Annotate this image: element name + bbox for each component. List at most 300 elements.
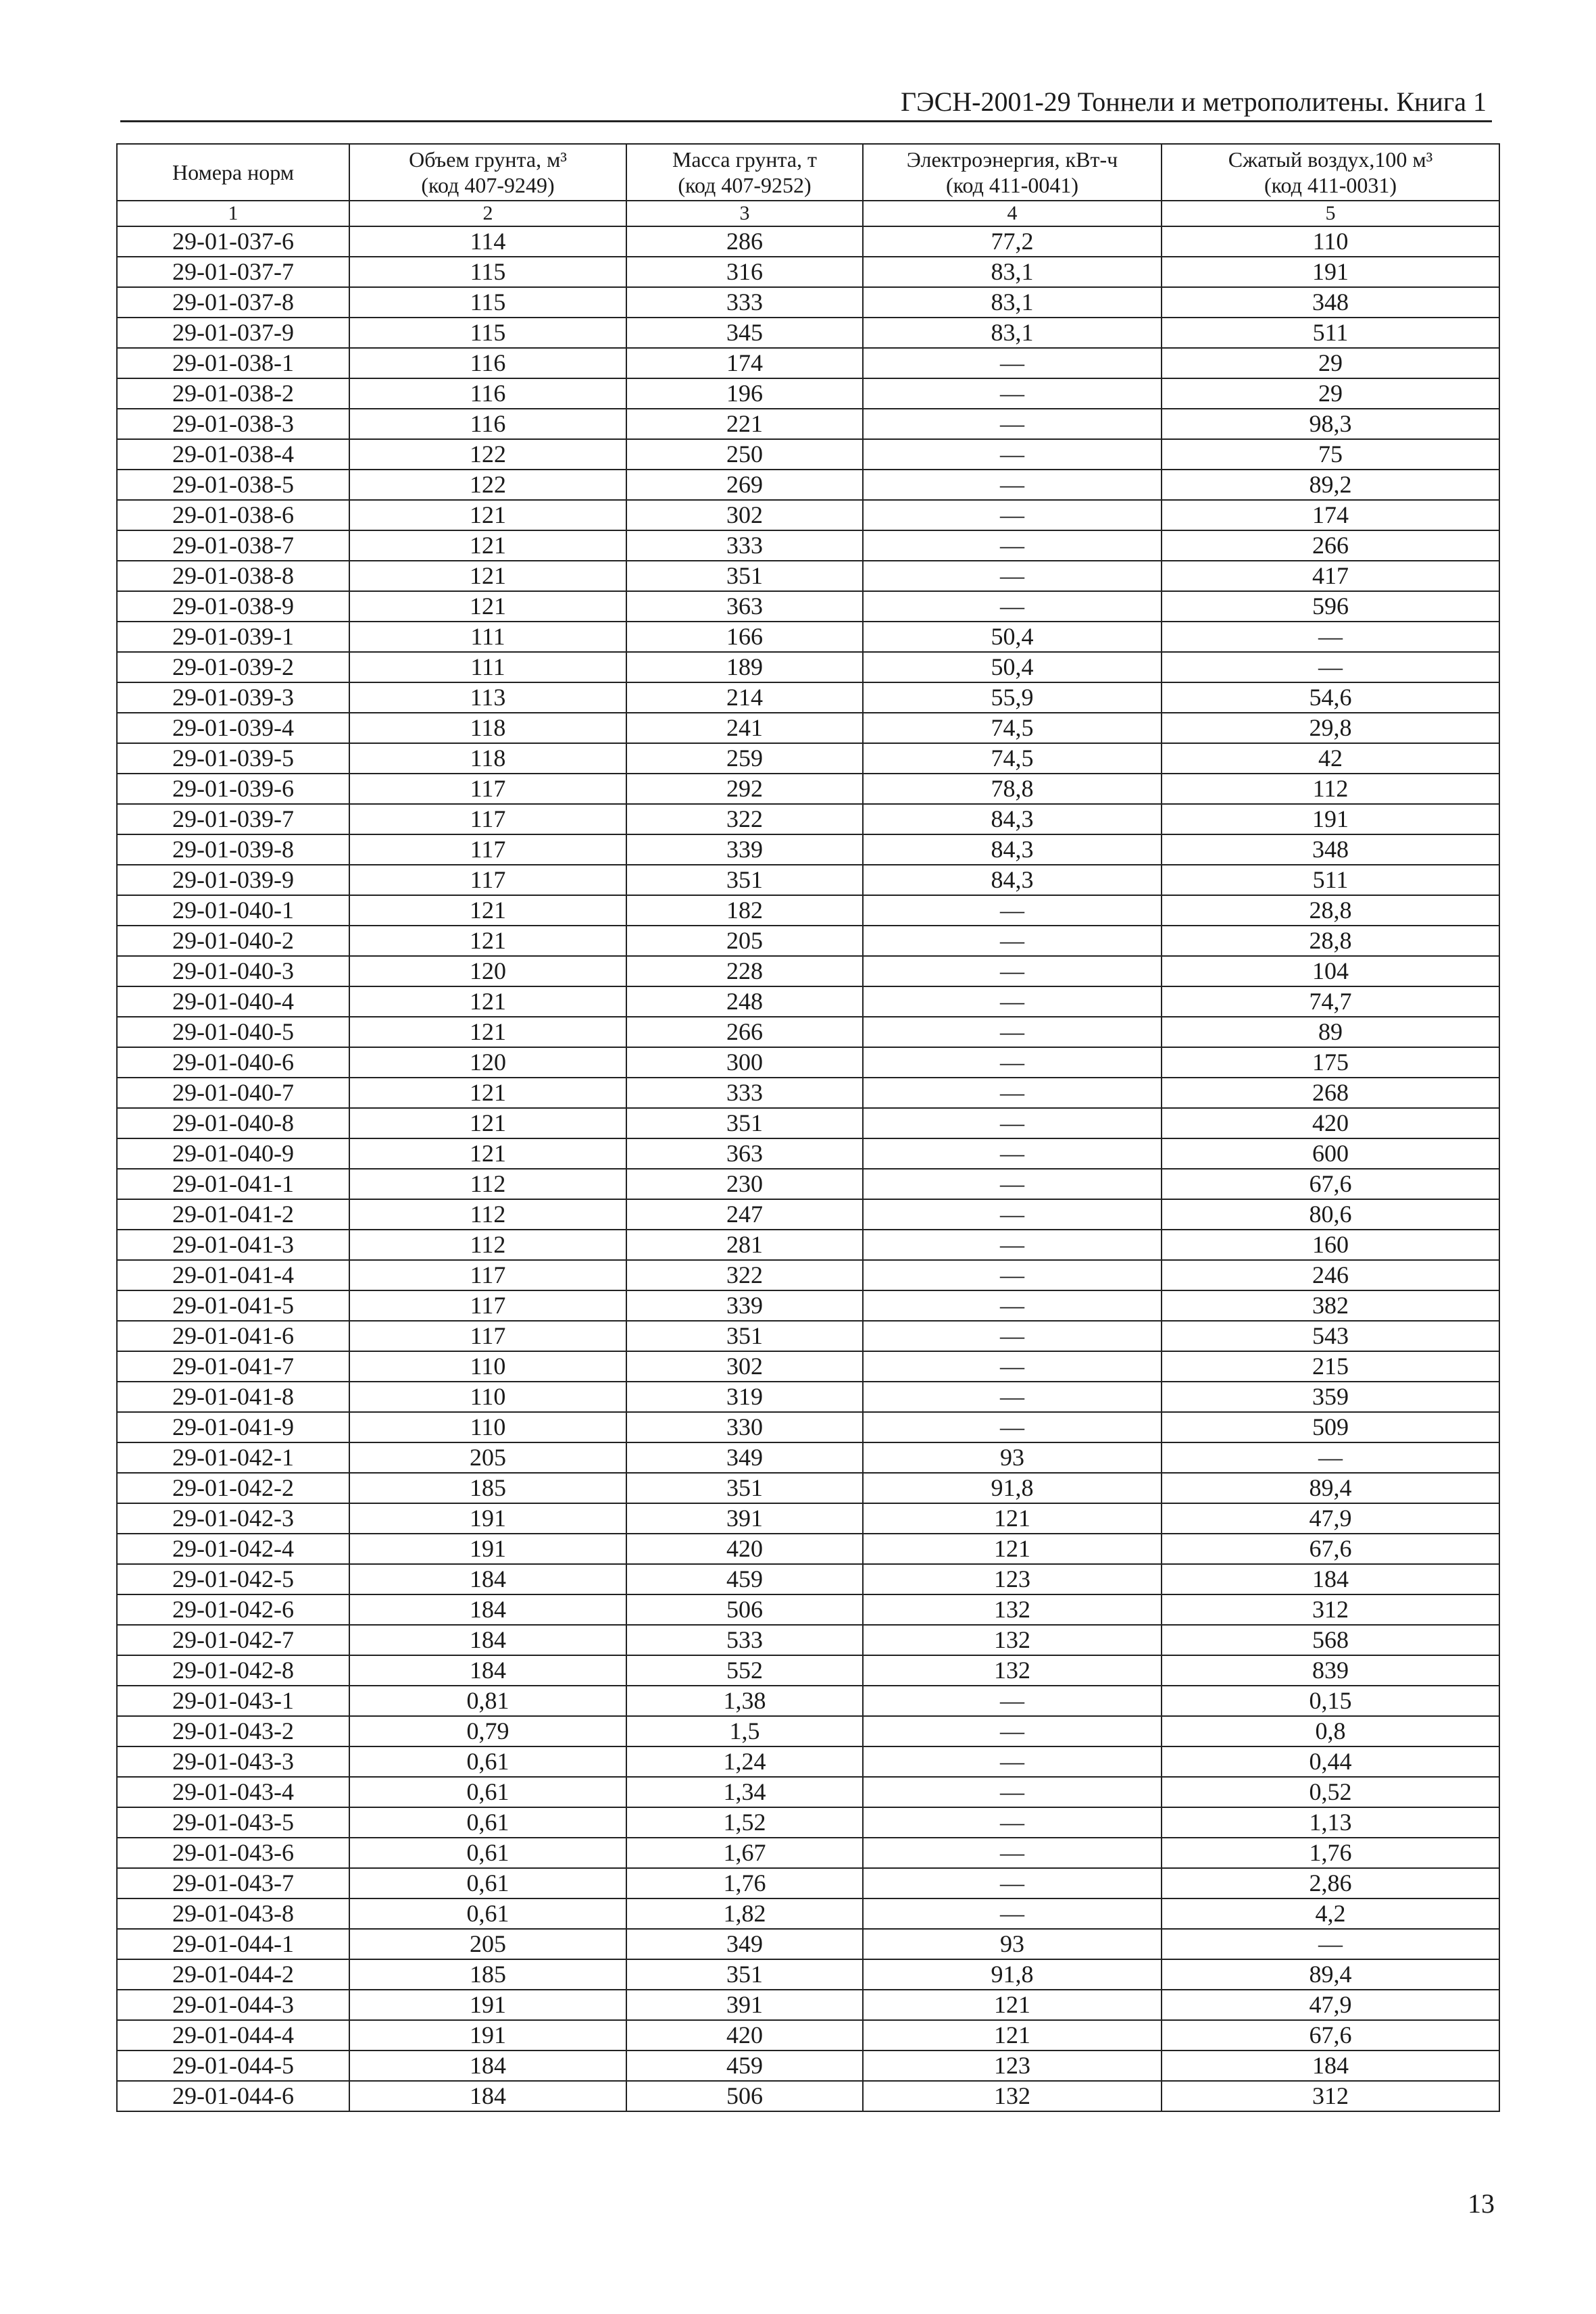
electricity-cell: 121 — [863, 1990, 1162, 2020]
compressed-air-cell: — — [1162, 1929, 1499, 1959]
table-row — [117, 956, 1499, 986]
soil-mass-cell: 189 — [626, 652, 863, 682]
soil-volume-cell: 191 — [349, 1503, 626, 1534]
norm-number-cell: 29-01-040-1 — [117, 895, 349, 926]
compressed-air-cell: 509 — [1162, 1412, 1499, 1442]
soil-mass-cell: 363 — [626, 1138, 863, 1169]
table-row — [117, 1777, 1499, 1807]
table-row — [117, 2020, 1499, 2051]
norm-number-cell: 29-01-037-6 — [117, 226, 349, 257]
table-row — [117, 1746, 1499, 1777]
electricity-cell: 121 — [863, 1503, 1162, 1534]
soil-mass-cell: 1,38 — [626, 1686, 863, 1716]
electricity-cell: — — [863, 986, 1162, 1017]
electricity-cell: 84,3 — [863, 865, 1162, 895]
soil-volume-cell: 110 — [349, 1412, 626, 1442]
soil-volume-cell: 115 — [349, 287, 626, 318]
electricity-cell: 93 — [863, 1442, 1162, 1473]
soil-mass-cell: 1,52 — [626, 1807, 863, 1838]
soil-volume-cell: 184 — [349, 1625, 626, 1655]
table-row — [117, 439, 1499, 470]
soil-mass-cell: 196 — [626, 378, 863, 409]
compressed-air-cell: 89,2 — [1162, 470, 1499, 500]
soil-mass-cell: 506 — [626, 2081, 863, 2111]
electricity-cell: — — [863, 1838, 1162, 1868]
compressed-air-cell: 596 — [1162, 591, 1499, 622]
norm-number-cell: 29-01-040-5 — [117, 1017, 349, 1047]
electricity-cell: — — [863, 439, 1162, 470]
soil-mass-cell: 322 — [626, 804, 863, 834]
column-number: 3 — [626, 201, 863, 226]
electricity-cell: 132 — [863, 1625, 1162, 1655]
norm-number-cell: 29-01-038-5 — [117, 470, 349, 500]
compressed-air-cell: 0,8 — [1162, 1716, 1499, 1746]
table-row — [117, 561, 1499, 591]
table-row — [117, 2081, 1499, 2111]
electricity-cell: — — [863, 1260, 1162, 1290]
soil-mass-cell: 506 — [626, 1594, 863, 1625]
soil-mass-cell: 391 — [626, 1990, 863, 2020]
electricity-cell: 93 — [863, 1929, 1162, 1959]
column-code: (код 407-9252) — [678, 173, 812, 197]
soil-mass-cell: 333 — [626, 530, 863, 561]
column-header — [626, 144, 863, 201]
norm-number-cell: 29-01-042-8 — [117, 1655, 349, 1686]
soil-volume-cell: 118 — [349, 743, 626, 774]
soil-mass-cell: 205 — [626, 926, 863, 956]
electricity-cell: — — [863, 1868, 1162, 1898]
electricity-cell: 91,8 — [863, 1959, 1162, 1990]
soil-mass-cell: 174 — [626, 348, 863, 378]
table-row — [117, 682, 1499, 713]
electricity-cell: 123 — [863, 2051, 1162, 2081]
column-title: Номера норм — [172, 160, 295, 184]
soil-volume-cell: 111 — [349, 622, 626, 652]
table-row — [117, 895, 1499, 926]
soil-volume-cell: 205 — [349, 1929, 626, 1959]
soil-mass-cell: 166 — [626, 622, 863, 652]
soil-volume-cell: 117 — [349, 1260, 626, 1290]
soil-volume-cell: 121 — [349, 986, 626, 1017]
compressed-air-cell: 184 — [1162, 1564, 1499, 1594]
norm-number-cell: 29-01-038-4 — [117, 439, 349, 470]
soil-mass-cell: 391 — [626, 1503, 863, 1534]
soil-volume-cell: 112 — [349, 1230, 626, 1260]
soil-mass-cell: 351 — [626, 1108, 863, 1138]
column-header — [863, 144, 1162, 201]
table-row — [117, 986, 1499, 1017]
column-header — [1162, 144, 1499, 201]
norm-number-cell: 29-01-041-3 — [117, 1230, 349, 1260]
column-header — [349, 144, 626, 201]
electricity-cell: 78,8 — [863, 774, 1162, 804]
electricity-cell: 91,8 — [863, 1473, 1162, 1503]
norm-number-cell: 29-01-043-3 — [117, 1746, 349, 1777]
table-row — [117, 1807, 1499, 1838]
soil-mass-cell: 248 — [626, 986, 863, 1017]
norm-number-cell: 29-01-039-3 — [117, 682, 349, 713]
soil-mass-cell: 459 — [626, 1564, 863, 1594]
compressed-air-cell: 42 — [1162, 743, 1499, 774]
table-row — [117, 1929, 1499, 1959]
norm-number-cell: 29-01-043-8 — [117, 1898, 349, 1929]
electricity-cell: — — [863, 926, 1162, 956]
electricity-cell: 50,4 — [863, 622, 1162, 652]
soil-mass-cell: 228 — [626, 956, 863, 986]
compressed-air-cell: 348 — [1162, 834, 1499, 865]
electricity-cell: 74,5 — [863, 713, 1162, 743]
compressed-air-cell: — — [1162, 1442, 1499, 1473]
compressed-air-cell: 417 — [1162, 561, 1499, 591]
table-row — [117, 1990, 1499, 2020]
norm-number-cell: 29-01-041-2 — [117, 1199, 349, 1230]
compressed-air-cell: 312 — [1162, 1594, 1499, 1625]
table-row — [117, 318, 1499, 348]
running-header — [120, 86, 1492, 122]
soil-mass-cell: 459 — [626, 2051, 863, 2081]
table-row — [117, 287, 1499, 318]
soil-mass-cell: 351 — [626, 865, 863, 895]
table-row — [117, 1625, 1499, 1655]
soil-volume-cell: 121 — [349, 530, 626, 561]
electricity-cell: — — [863, 470, 1162, 500]
soil-mass-cell: 345 — [626, 318, 863, 348]
compressed-air-cell: 359 — [1162, 1382, 1499, 1412]
table-row — [117, 1290, 1499, 1321]
compressed-air-cell: 29,8 — [1162, 713, 1499, 743]
electricity-cell: — — [863, 1290, 1162, 1321]
electricity-cell: — — [863, 1382, 1162, 1412]
electricity-cell: — — [863, 1321, 1162, 1351]
compressed-air-cell: 382 — [1162, 1290, 1499, 1321]
norm-number-cell: 29-01-044-6 — [117, 2081, 349, 2111]
soil-volume-cell: 122 — [349, 439, 626, 470]
electricity-cell: — — [863, 348, 1162, 378]
compressed-air-cell: 67,6 — [1162, 1534, 1499, 1564]
soil-mass-cell: 1,5 — [626, 1716, 863, 1746]
soil-mass-cell: 420 — [626, 2020, 863, 2051]
electricity-cell: 77,2 — [863, 226, 1162, 257]
norm-number-cell: 29-01-043-4 — [117, 1777, 349, 1807]
table-row — [117, 1108, 1499, 1138]
norm-number-cell: 29-01-042-7 — [117, 1625, 349, 1655]
table-row — [117, 409, 1499, 439]
norm-number-cell: 29-01-039-7 — [117, 804, 349, 834]
column-title: Объем грунта, м³ — [409, 147, 567, 172]
soil-volume-cell: 117 — [349, 865, 626, 895]
electricity-cell: 74,5 — [863, 743, 1162, 774]
compressed-air-cell: 67,6 — [1162, 1169, 1499, 1199]
soil-mass-cell: 533 — [626, 1625, 863, 1655]
table-row — [117, 774, 1499, 804]
table-row — [117, 226, 1499, 257]
table-row — [117, 1412, 1499, 1442]
soil-volume-cell: 121 — [349, 500, 626, 530]
norm-number-cell: 29-01-044-5 — [117, 2051, 349, 2081]
soil-volume-cell: 110 — [349, 1351, 626, 1382]
soil-mass-cell: 319 — [626, 1382, 863, 1412]
norm-number-cell: 29-01-038-9 — [117, 591, 349, 622]
column-title: Электроэнергия, кВт-ч — [906, 147, 1118, 172]
table-row — [117, 348, 1499, 378]
soil-mass-cell: 266 — [626, 1017, 863, 1047]
compressed-air-cell: 75 — [1162, 439, 1499, 470]
compressed-air-cell: 268 — [1162, 1078, 1499, 1108]
electricity-cell: — — [863, 1351, 1162, 1382]
compressed-air-cell: 246 — [1162, 1260, 1499, 1290]
norm-number-cell: 29-01-041-4 — [117, 1260, 349, 1290]
table-row — [117, 1138, 1499, 1169]
norm-number-cell: 29-01-044-2 — [117, 1959, 349, 1990]
norm-number-cell: 29-01-038-2 — [117, 378, 349, 409]
soil-volume-cell: 117 — [349, 1290, 626, 1321]
soil-volume-cell: 121 — [349, 1138, 626, 1169]
column-number: 2 — [349, 201, 626, 226]
norm-number-cell: 29-01-044-4 — [117, 2020, 349, 2051]
norm-number-cell: 29-01-040-3 — [117, 956, 349, 986]
soil-volume-cell: 121 — [349, 1078, 626, 1108]
soil-mass-cell: 349 — [626, 1929, 863, 1959]
soil-mass-cell: 330 — [626, 1412, 863, 1442]
column-title: Масса грунта, т — [672, 147, 818, 172]
compressed-air-cell: 0,44 — [1162, 1746, 1499, 1777]
norm-number-cell: 29-01-039-2 — [117, 652, 349, 682]
soil-volume-cell: 0,61 — [349, 1898, 626, 1929]
compressed-air-cell: 175 — [1162, 1047, 1499, 1078]
norm-number-cell: 29-01-038-1 — [117, 348, 349, 378]
electricity-cell: — — [863, 1412, 1162, 1442]
compressed-air-cell: 0,15 — [1162, 1686, 1499, 1716]
electricity-cell: — — [863, 530, 1162, 561]
soil-volume-cell: 114 — [349, 226, 626, 257]
norm-number-cell: 29-01-041-7 — [117, 1351, 349, 1382]
resources-table — [116, 143, 1500, 2112]
electricity-cell: 83,1 — [863, 257, 1162, 287]
norm-number-cell: 29-01-039-1 — [117, 622, 349, 652]
compressed-air-cell: 110 — [1162, 226, 1499, 257]
compressed-air-cell: 47,9 — [1162, 1990, 1499, 2020]
soil-volume-cell: 116 — [349, 348, 626, 378]
norm-number-cell: 29-01-038-7 — [117, 530, 349, 561]
soil-volume-cell: 191 — [349, 1534, 626, 1564]
electricity-cell: — — [863, 378, 1162, 409]
compressed-air-cell: 511 — [1162, 318, 1499, 348]
soil-volume-cell: 121 — [349, 895, 626, 926]
norm-number-cell: 29-01-038-3 — [117, 409, 349, 439]
column-header — [117, 144, 349, 201]
electricity-cell: 121 — [863, 2020, 1162, 2051]
soil-mass-cell: 339 — [626, 834, 863, 865]
soil-volume-cell: 117 — [349, 834, 626, 865]
soil-volume-cell: 121 — [349, 561, 626, 591]
soil-mass-cell: 322 — [626, 1260, 863, 1290]
compressed-air-cell: 67,6 — [1162, 2020, 1499, 2051]
column-title: Сжатый воздух,100 м³ — [1228, 147, 1433, 172]
soil-volume-cell: 111 — [349, 652, 626, 682]
norm-number-cell: 29-01-041-1 — [117, 1169, 349, 1199]
table-row — [117, 591, 1499, 622]
table-row — [117, 1169, 1499, 1199]
compressed-air-cell: 28,8 — [1162, 895, 1499, 926]
compressed-air-cell: 420 — [1162, 1108, 1499, 1138]
compressed-air-cell: 511 — [1162, 865, 1499, 895]
table-row — [117, 1594, 1499, 1625]
soil-volume-cell: 191 — [349, 2020, 626, 2051]
table-row — [117, 1959, 1499, 1990]
soil-volume-cell: 184 — [349, 1594, 626, 1625]
soil-mass-cell: 363 — [626, 591, 863, 622]
norm-number-cell: 29-01-043-2 — [117, 1716, 349, 1746]
soil-volume-cell: 117 — [349, 774, 626, 804]
norm-number-cell: 29-01-044-3 — [117, 1990, 349, 2020]
column-code: (код 411-0041) — [945, 173, 1079, 197]
norm-number-cell: 29-01-040-6 — [117, 1047, 349, 1078]
electricity-cell: — — [863, 591, 1162, 622]
table-row — [117, 1473, 1499, 1503]
soil-mass-cell: 221 — [626, 409, 863, 439]
compressed-air-cell: 89,4 — [1162, 1959, 1499, 1990]
table-row — [117, 1868, 1499, 1898]
soil-volume-cell: 117 — [349, 804, 626, 834]
table-row — [117, 500, 1499, 530]
electricity-cell: — — [863, 561, 1162, 591]
soil-mass-cell: 250 — [626, 439, 863, 470]
compressed-air-cell: 89,4 — [1162, 1473, 1499, 1503]
electricity-cell: 83,1 — [863, 318, 1162, 348]
compressed-air-cell: 160 — [1162, 1230, 1499, 1260]
compressed-air-cell: — — [1162, 622, 1499, 652]
soil-mass-cell: 351 — [626, 1959, 863, 1990]
table-row — [117, 926, 1499, 956]
table-row — [117, 1716, 1499, 1746]
soil-volume-cell: 0,79 — [349, 1716, 626, 1746]
table-row — [117, 2051, 1499, 2081]
soil-mass-cell: 302 — [626, 1351, 863, 1382]
compressed-air-cell: 543 — [1162, 1321, 1499, 1351]
table-row — [117, 652, 1499, 682]
electricity-cell: — — [863, 1898, 1162, 1929]
soil-volume-cell: 121 — [349, 1017, 626, 1047]
electricity-cell: — — [863, 1138, 1162, 1169]
soil-mass-cell: 281 — [626, 1230, 863, 1260]
norm-number-cell: 29-01-041-5 — [117, 1290, 349, 1321]
compressed-air-cell: 28,8 — [1162, 926, 1499, 956]
electricity-cell: 132 — [863, 1594, 1162, 1625]
soil-volume-cell: 110 — [349, 1382, 626, 1412]
soil-volume-cell: 0,61 — [349, 1838, 626, 1868]
soil-mass-cell: 300 — [626, 1047, 863, 1078]
table-row — [117, 530, 1499, 561]
norm-number-cell: 29-01-043-5 — [117, 1807, 349, 1838]
soil-mass-cell: 339 — [626, 1290, 863, 1321]
table-row — [117, 1534, 1499, 1564]
soil-volume-cell: 113 — [349, 682, 626, 713]
column-code: (код 407-9249) — [421, 173, 555, 197]
norm-number-cell: 29-01-039-8 — [117, 834, 349, 865]
compressed-air-cell: 1,76 — [1162, 1838, 1499, 1868]
norm-number-cell: 29-01-037-9 — [117, 318, 349, 348]
electricity-cell: — — [863, 1078, 1162, 1108]
table-row — [117, 1078, 1499, 1108]
soil-volume-cell: 121 — [349, 926, 626, 956]
compressed-air-cell: 29 — [1162, 378, 1499, 409]
soil-volume-cell: 0,61 — [349, 1807, 626, 1838]
soil-mass-cell: 349 — [626, 1442, 863, 1473]
electricity-cell: 83,1 — [863, 287, 1162, 318]
soil-volume-cell: 184 — [349, 2051, 626, 2081]
compressed-air-cell: 4,2 — [1162, 1898, 1499, 1929]
electricity-cell: 132 — [863, 2081, 1162, 2111]
electricity-cell: — — [863, 895, 1162, 926]
column-number: 1 — [117, 201, 349, 226]
norm-number-cell: 29-01-043-1 — [117, 1686, 349, 1716]
soil-mass-cell: 351 — [626, 1473, 863, 1503]
compressed-air-cell: 104 — [1162, 956, 1499, 986]
table-row — [117, 865, 1499, 895]
norm-number-cell: 29-01-038-6 — [117, 500, 349, 530]
compressed-air-cell: 74,7 — [1162, 986, 1499, 1017]
soil-mass-cell: 241 — [626, 713, 863, 743]
table-row — [117, 1321, 1499, 1351]
table-row — [117, 622, 1499, 652]
norm-number-cell: 29-01-041-8 — [117, 1382, 349, 1412]
soil-mass-cell: 1,34 — [626, 1777, 863, 1807]
table-row — [117, 1199, 1499, 1230]
table-row — [117, 1351, 1499, 1382]
soil-mass-cell: 316 — [626, 257, 863, 287]
soil-mass-cell: 182 — [626, 895, 863, 926]
compressed-air-cell: 174 — [1162, 500, 1499, 530]
norm-number-cell: 29-01-042-4 — [117, 1534, 349, 1564]
header-title: ГЭСН-2001-29 Тоннели и метрополитены. Книга 1 — [901, 86, 1487, 117]
soil-volume-cell: 121 — [349, 1108, 626, 1138]
soil-mass-cell: 286 — [626, 226, 863, 257]
soil-mass-cell: 420 — [626, 1534, 863, 1564]
compressed-air-cell: — — [1162, 652, 1499, 682]
electricity-cell: 132 — [863, 1655, 1162, 1686]
electricity-cell: — — [863, 1746, 1162, 1777]
table-row — [117, 1047, 1499, 1078]
norm-number-cell: 29-01-042-6 — [117, 1594, 349, 1625]
norm-number-cell: 29-01-038-8 — [117, 561, 349, 591]
norm-number-cell: 29-01-037-8 — [117, 287, 349, 318]
compressed-air-cell: 47,9 — [1162, 1503, 1499, 1534]
compressed-air-cell: 1,13 — [1162, 1807, 1499, 1838]
compressed-air-cell: 112 — [1162, 774, 1499, 804]
electricity-cell: — — [863, 500, 1162, 530]
table-row — [117, 1017, 1499, 1047]
table-row — [117, 1382, 1499, 1412]
compressed-air-cell: 54,6 — [1162, 682, 1499, 713]
soil-volume-cell: 115 — [349, 257, 626, 287]
table-row — [117, 743, 1499, 774]
compressed-air-cell: 568 — [1162, 1625, 1499, 1655]
table-row — [117, 1838, 1499, 1868]
norm-number-cell: 29-01-039-9 — [117, 865, 349, 895]
norm-number-cell: 29-01-039-4 — [117, 713, 349, 743]
electricity-cell: 121 — [863, 1534, 1162, 1564]
norm-number-cell: 29-01-042-2 — [117, 1473, 349, 1503]
table-row — [117, 834, 1499, 865]
electricity-cell: — — [863, 1047, 1162, 1078]
norm-number-cell: 29-01-043-7 — [117, 1868, 349, 1898]
compressed-air-cell: 184 — [1162, 2051, 1499, 2081]
compressed-air-cell: 98,3 — [1162, 409, 1499, 439]
soil-mass-cell: 351 — [626, 1321, 863, 1351]
soil-mass-cell: 552 — [626, 1655, 863, 1686]
norm-number-cell: 29-01-040-7 — [117, 1078, 349, 1108]
soil-volume-cell: 0,61 — [349, 1746, 626, 1777]
